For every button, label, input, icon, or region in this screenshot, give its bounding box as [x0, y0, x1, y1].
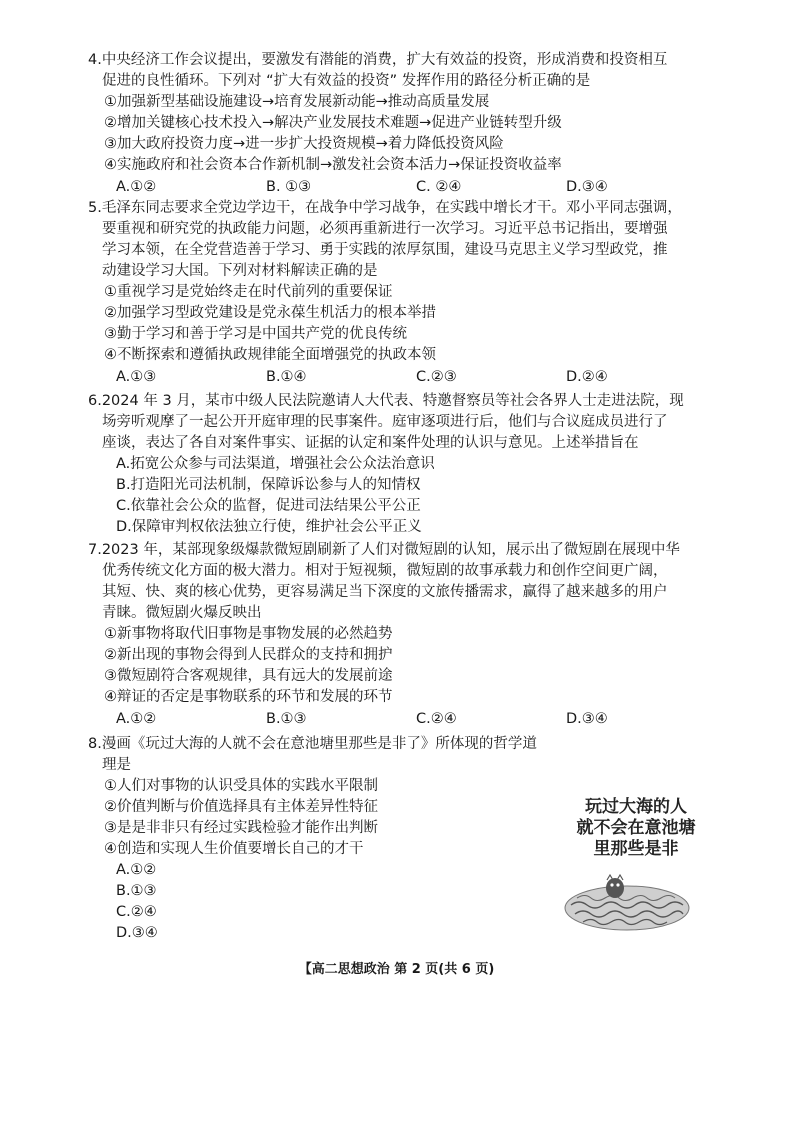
q4-option-d[interactable]: D.③④ [566, 179, 608, 195]
q5-statement-1: ①重视学习是党始终走在时代前列的重要保证 [104, 284, 393, 300]
q5-statement-4: ④不断探索和遵循执政规律能全面增强党的执政本领 [104, 347, 436, 363]
q7-statement-3: ③微短剧符合客观规律，具有远大的发展前途 [104, 668, 393, 684]
creature-body [606, 878, 624, 898]
q8-option-d[interactable]: D.③④ [116, 925, 158, 941]
q5-stem-line-3: 学习本领，在全党营造善于学习、勇于实践的浓厚氛围，建设马克思主义学习型政党，推 [102, 242, 668, 258]
q7-stem-line-2: 优秀传统文化方面的极大潜力。相对于短视频，微短剧的故事承载力和创作空间更广阔， [102, 563, 668, 579]
cartoon-caption-line-3: 里那些是非 [593, 839, 679, 859]
cartoon-caption-line-1: 玩过大海的人 [585, 797, 687, 817]
q5-statement-3: ③勤于学习和善于学习是中国共产党的优良传统 [104, 326, 407, 342]
cartoon-illustration [557, 790, 715, 940]
q8-statement-2: ②价值判断与价值选择具有主体差异性特征 [104, 799, 378, 815]
q6-option-a[interactable]: A.拓宽公众参与司法渠道，增强社会公众法治意识 [116, 456, 435, 472]
q7-option-b[interactable]: B.①③ [266, 711, 307, 727]
q7-options [88, 709, 718, 730]
q8-option-b[interactable]: B.①③ [116, 883, 157, 899]
q7-option-d[interactable]: D.③④ [566, 711, 608, 727]
q5-option-d[interactable]: D.②④ [566, 369, 608, 385]
q8-option-a[interactable]: A.①② [116, 862, 157, 878]
q8-statement-4: ④创造和实现人生价值要增长自己的才干 [104, 841, 364, 857]
q4-option-c[interactable]: C. ②④ [416, 179, 462, 195]
q7-statement-2: ②新出现的事物会得到人民群众的支持和拥护 [104, 647, 393, 663]
q4-statement-1: ①加强新型基础设施建设→培育发展新动能→推动高质量发展 [104, 94, 490, 110]
q5-stem-line-4: 动建设学习大国。下列对材料解读正确的是 [102, 263, 378, 279]
q5-stem-line-2: 要重视和研究党的执政能力问题，必须再重新进行一次学习。习近平总书记指出，要增强 [102, 221, 668, 237]
q6-option-d[interactable]: D.保障审判权依法独立行使，维护社会公平正义 [116, 519, 422, 535]
q4-stem-line-2: 促进的良性循环。下列对 “扩大有效益的投资” 发挥作用的路径分析正确的是 [102, 73, 591, 89]
question-7 [88, 540, 718, 730]
q7-option-a[interactable]: A.①② [116, 711, 157, 727]
q8-stem-line-2: 理是 [102, 757, 131, 773]
q6-option-b[interactable]: B.打造阳光司法机制，保障诉讼参与人的知情权 [116, 477, 421, 493]
question-6 [88, 391, 718, 538]
q6-stem-line-3: 座谈，表达了各自对案件事实、证据的认定和案件处理的认识与意见。上述举措旨在 [102, 435, 639, 451]
q6-option-c[interactable]: C.依靠社会公众的监督，促进司法结果公平公正 [116, 498, 421, 514]
q4-option-a[interactable]: A.①② [116, 179, 157, 195]
q7-stem-line-1: 7.2023 年，某部现象级爆款微短剧刷新了人们对微短剧的认知，展示出了微短剧在展现中华 [88, 542, 680, 558]
question-8 [88, 734, 558, 944]
q7-stem-line-3: 其短、快、爽的核心优势，更容易满足当下深度的文旅传播需求，赢得了越来越多的用户 [102, 584, 668, 600]
q5-option-a[interactable]: A.①③ [116, 369, 157, 385]
q4-options [88, 177, 718, 198]
q7-option-c[interactable]: C.②④ [416, 711, 457, 727]
q8-statement-1: ①人们对事物的认识受具体的实践水平限制 [104, 778, 378, 794]
q7-statement-4: ④辩证的否定是事物联系的环节和发展的环节 [104, 689, 393, 705]
q5-statement-2: ②加强学习型政党建设是党永葆生机活力的根本举措 [104, 305, 436, 321]
q5-option-b[interactable]: B.①④ [266, 369, 307, 385]
q4-stem-line-1: 4.中央经济工作会议提出，要激发有潜能的消费，扩大有效益的投资，形成消费和投资相互 [88, 52, 668, 68]
question-4 [88, 50, 718, 198]
q6-stem-line-1: 6.2024 年 3 月，某市中级人民法院邀请人大代表、特邀督察员等社会各界人士走进法院，现 [88, 393, 684, 409]
q6-stem-line-2: 场旁听观摩了一起公开开庭审理的民事案件。庭审逐项进行后，他们与合议庭成员进行了 [102, 414, 668, 430]
q5-options [88, 367, 718, 388]
q7-statement-1: ①新事物将取代旧事物是事物发展的必然趋势 [104, 626, 393, 642]
q8-statement-3: ③是是非非只有经过实践检验才能作出判断 [104, 820, 378, 836]
page-footer: 【高二思想政治 第 2 页(共 6 页) [298, 962, 495, 977]
q5-stem-line-1: 5.毛泽东同志要求全党边学边干，在战争中学习战争，在实践中增长才干。邓小平同志强调， [88, 200, 682, 216]
q8-option-c[interactable]: C.②④ [116, 904, 157, 920]
q5-option-c[interactable]: C.②③ [416, 369, 457, 385]
question-5 [88, 198, 718, 388]
q4-statement-3: ③加大政府投资力度→进一步扩大投资规模→着力降低投资风险 [104, 136, 504, 152]
cartoon-caption-line-2: 就不会在意池塘 [576, 818, 696, 838]
q8-stem-line-1: 8.漫画《玩过大海的人就不会在意池塘里那些是非了》所体现的哲学道 [88, 736, 537, 752]
q4-statement-2: ②增加关键核心技术投入→解决产业发展技术难题→促进产业链转型升级 [104, 115, 562, 131]
q4-statement-4: ④实施政府和社会资本合作新机制→激发社会资本活力→保证投资收益率 [104, 157, 562, 173]
q4-option-b[interactable]: B. ①③ [266, 179, 312, 195]
q7-stem-line-4: 青睐。微短剧火爆反映出 [102, 605, 262, 621]
cartoon-drawing [557, 790, 715, 940]
